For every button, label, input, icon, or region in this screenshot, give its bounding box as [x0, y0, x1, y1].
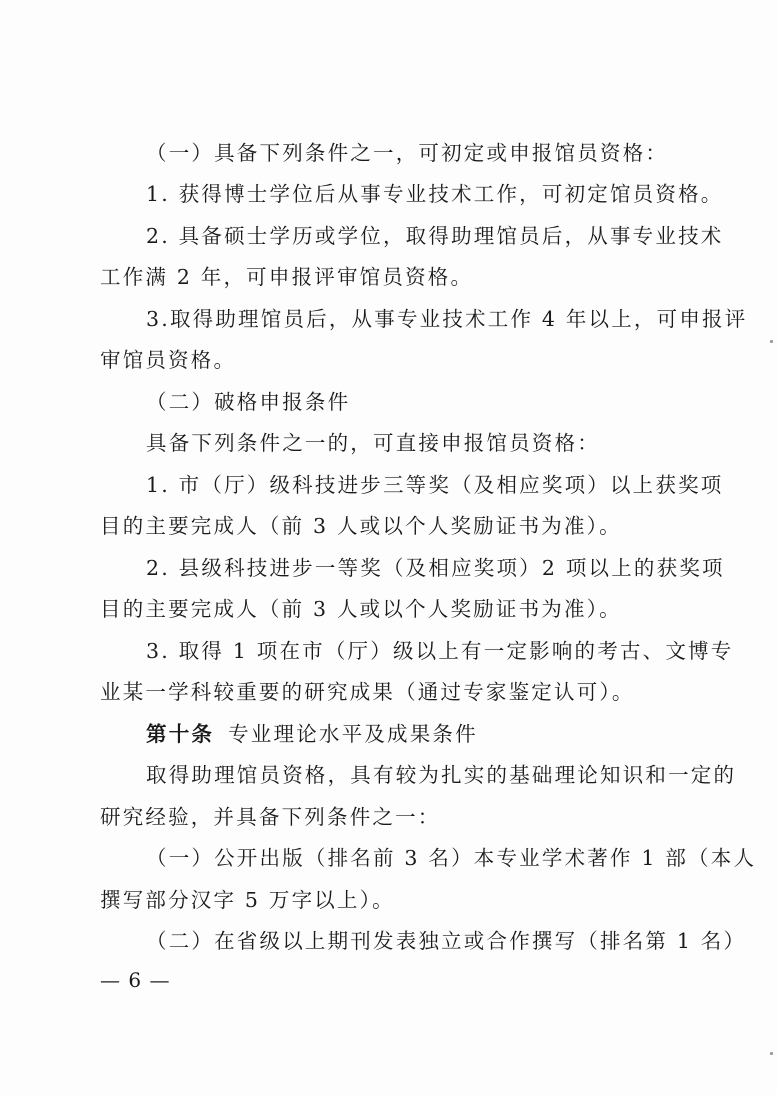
paragraph-line: 工作满 2 年，可申报评审馆员资格。: [100, 265, 474, 289]
article-title: 专业理论水平及成果条件: [228, 722, 478, 746]
paragraph-line: 具备下列条件之一的，可直接申报馆员资格：: [146, 431, 600, 455]
paragraph-line: 3. 取得 1 项在市（厅）级以上有一定影响的考古、文博专: [146, 639, 734, 663]
paragraph-line: 2. 县级科技进步一等奖（及相应奖项）2 项以上的获奖项: [146, 556, 725, 580]
paragraph-line: （二）在省级以上期刊发表独立或合作撰写（排名第 1 名）: [146, 929, 747, 953]
paragraph-line: （二）破格申报条件: [146, 390, 351, 414]
paragraph-line: 取得助理馆员资格，具有较为扎实的基础理论知识和一定的: [146, 763, 737, 787]
paragraph-line: 研究经验，并具备下列条件之一：: [100, 805, 441, 829]
paragraph-line: 撰写部分汉字 5 万字以上）。: [100, 888, 395, 912]
paragraph-line: 3.取得助理馆员后，从事专业技术工作 4 年以上，可申报评: [146, 307, 748, 331]
paragraph-line: 目的主要完成人（前 3 人或以个人奖励证书为准）。: [100, 514, 622, 538]
scan-edge-mark: [770, 340, 773, 343]
paragraph-line: 目的主要完成人（前 3 人或以个人奖励证书为准）。: [100, 597, 622, 621]
paragraph-line: 1. 市（厅）级科技进步三等奖（及相应奖项）以上获奖项: [146, 473, 724, 497]
paragraph-line: 2. 具备硕士学历或学位，取得助理馆员后，从事专业技术: [146, 224, 724, 248]
paragraph-line: （一）公开出版（排名前 3 名）本专业学术著作 1 部（本人: [146, 846, 757, 870]
paragraph-line: 业某一学科较重要的研究成果（通过专家鉴定认可）。: [100, 680, 635, 704]
article-number: 第十条: [146, 722, 215, 746]
paragraph-line: 1. 获得博士学位后从事专业技术工作，可初定馆员资格。: [146, 182, 724, 206]
scan-edge-mark: [770, 1052, 773, 1055]
article-heading: [146, 720, 736, 748]
page-number: — 6 —: [100, 968, 171, 992]
paragraph-line: （一）具备下列条件之一，可初定或申报馆员资格：: [146, 141, 669, 165]
paragraph-line: 审馆员资格。: [100, 348, 237, 372]
